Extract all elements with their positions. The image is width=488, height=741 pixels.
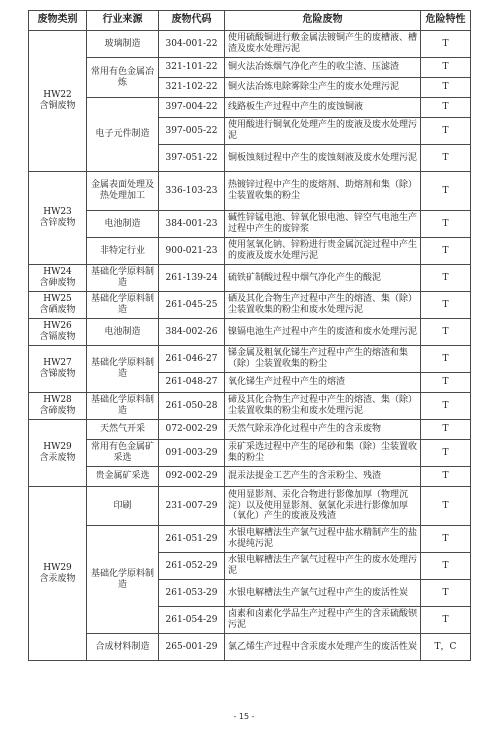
description-cell: 锑金属及粗氧化锑生产过程中产生的熔渣和集（除）尘装置收集的粉尘 <box>225 346 421 373</box>
industry-cell: 金属表面处理及热处理加工 <box>87 172 159 211</box>
description-cell: 卤素和卤素化学品生产过程中产生的含汞硫酸钡污泥 <box>225 607 421 634</box>
table-row <box>29 420 471 440</box>
characteristic-cell: T <box>421 78 471 98</box>
code-cell: 321-101-22 <box>159 58 225 78</box>
code-cell: 321-102-22 <box>159 78 225 98</box>
industry-cell: 玻璃制造 <box>87 31 159 58</box>
table-row <box>29 319 471 346</box>
category-cell: HW23 含锌废物 <box>29 172 87 265</box>
category-cell: HW29 含汞废物 <box>29 420 87 487</box>
industry-cell: 常用有色金属矿采选 <box>87 440 159 467</box>
description-cell: 使用酸进行铜氧化处理产生的废液及废水处理污泥 <box>225 118 421 145</box>
table-row <box>29 58 471 78</box>
description-cell: 水银电解槽法生产氯气过程中产生的废水处理污泥 <box>225 553 421 580</box>
table-row <box>29 393 471 420</box>
code-cell: 384-001-23 <box>159 211 225 238</box>
category-cell: HW26 含镉废物 <box>29 319 87 346</box>
code-cell: 397-051-22 <box>159 145 225 172</box>
characteristic-cell: T <box>421 319 471 346</box>
code-cell: 261-046-27 <box>159 346 225 373</box>
industry-cell: 合成材料制造 <box>87 634 159 661</box>
description-cell: 热镀锌过程中产生的废熔剂、助熔剂和集（除）尘装置收集的粉尘 <box>225 172 421 211</box>
table-row <box>29 346 471 373</box>
description-cell: 使用氢氧化钠、锌粉进行贵金属沉淀过程中产生的废液及废水处理污泥 <box>225 238 421 265</box>
industry-cell: 天然气开采 <box>87 420 159 440</box>
characteristic-cell: T <box>421 393 471 420</box>
table-row <box>29 467 471 487</box>
table-row <box>29 265 471 292</box>
table-header-row <box>29 11 471 31</box>
description-cell: 铜板蚀刻过程中产生的废蚀刻液及废水处理污泥 <box>225 145 421 172</box>
hazardous-waste-table <box>28 10 471 661</box>
description-cell: 碲及其化合物生产过程中产生的熔渣、集（除）尘装置收集的粉尘和废水处理污泥 <box>225 393 421 420</box>
characteristic-cell: T <box>421 373 471 393</box>
industry-cell: 电池制造 <box>87 211 159 238</box>
category-cell: HW22 含铜废物 <box>29 31 87 172</box>
characteristic-cell: T <box>421 98 471 118</box>
code-cell: 261-045-25 <box>159 292 225 319</box>
category-cell: HW25 含硒废物 <box>29 292 87 319</box>
characteristic-cell: T <box>421 526 471 553</box>
header-waste-code: 废物代码 <box>159 11 225 31</box>
industry-cell: 印刷 <box>87 487 159 526</box>
table-row <box>29 211 471 238</box>
category-cell: HW27 含锑废物 <box>29 346 87 393</box>
description-cell: 水银电解槽法生产氯气过程中盐水精制产生的盐水提纯污泥 <box>225 526 421 553</box>
code-cell: 261-051-29 <box>159 526 225 553</box>
header-waste-category: 废物类别 <box>29 11 87 31</box>
characteristic-cell: T <box>421 172 471 211</box>
industry-cell: 电子元件制造 <box>87 98 159 172</box>
code-cell: 261-050-28 <box>159 393 225 420</box>
header-industry-source: 行业来源 <box>87 11 159 31</box>
characteristic-cell: T <box>421 607 471 634</box>
code-cell: 072-002-29 <box>159 420 225 440</box>
description-cell: 硒及其化合物生产过程中产生的熔渣、集（除）尘装置收集的粉尘和废水处理污泥 <box>225 292 421 319</box>
description-cell: 氯乙烯生产过程中含汞废水处理产生的废活性炭 <box>225 634 421 661</box>
characteristic-cell: T <box>421 553 471 580</box>
description-cell: 水银电解槽法生产氯气过程中产生的废活性炭 <box>225 580 421 607</box>
code-cell: 397-004-22 <box>159 98 225 118</box>
table-row <box>29 292 471 319</box>
industry-cell: 基础化学原料制造 <box>87 393 159 420</box>
description-cell: 铜火法冶炼电除雾除尘产生的废水处理污泥 <box>225 78 421 98</box>
description-cell: 硫铁矿制酸过程中烟气净化产生的酸泥 <box>225 265 421 292</box>
characteristic-cell: T <box>421 238 471 265</box>
code-cell: 261-052-29 <box>159 553 225 580</box>
header-hazard-characteristic: 危险特性 <box>421 11 471 31</box>
industry-cell: 基础化学原料制造 <box>87 292 159 319</box>
category-cell: HW28 含碲废物 <box>29 393 87 420</box>
code-cell: 384-002-26 <box>159 319 225 346</box>
description-cell: 碱性锌锰电池、锌氧化银电池、锌空气电池生产过程中产生的废锌浆 <box>225 211 421 238</box>
characteristic-cell: T <box>421 31 471 58</box>
description-cell: 使用显影剂、汞化合物进行影像加厚（物理沉淀）以及使用显影剂、氨氯化汞进行影像加厚（氧化）产生的废液及残渣 <box>225 487 421 526</box>
industry-cell: 贵金属矿采选 <box>87 467 159 487</box>
table-row <box>29 238 471 265</box>
industry-cell: 基础化学原料制造 <box>87 346 159 393</box>
description-cell: 混汞法提金工艺产生的含汞粉尘、残渣 <box>225 467 421 487</box>
table-row <box>29 634 471 661</box>
code-cell: 900-021-23 <box>159 238 225 265</box>
table-row <box>29 526 471 553</box>
description-cell: 镍镉电池生产过程中产生的废渣和废水处理污泥 <box>225 319 421 346</box>
header-hazardous-waste: 危险废物 <box>225 11 421 31</box>
table-row <box>29 31 471 58</box>
table-row <box>29 440 471 467</box>
description-cell: 铜火法冶炼烟气净化产生的收尘渣、压滤渣 <box>225 58 421 78</box>
characteristic-cell: T <box>421 118 471 145</box>
table-row <box>29 172 471 211</box>
characteristic-cell: T <box>421 211 471 238</box>
code-cell: 261-048-27 <box>159 373 225 393</box>
table-row <box>29 487 471 526</box>
industry-cell: 电池制造 <box>87 319 159 346</box>
characteristic-cell: T <box>421 467 471 487</box>
code-cell: 091-003-29 <box>159 440 225 467</box>
characteristic-cell: T，C <box>421 634 471 661</box>
characteristic-cell: T <box>421 265 471 292</box>
code-cell: 336-103-23 <box>159 172 225 211</box>
characteristic-cell: T <box>421 145 471 172</box>
code-cell: 261-054-29 <box>159 607 225 634</box>
industry-cell: 常用有色金属冶炼 <box>87 58 159 98</box>
characteristic-cell: T <box>421 440 471 467</box>
code-cell: 092-002-29 <box>159 467 225 487</box>
characteristic-cell: T <box>421 346 471 373</box>
page-number: - 15 - <box>233 712 255 721</box>
characteristic-cell: T <box>421 292 471 319</box>
description-cell: 天然气除汞净化过程中产生的含汞废物 <box>225 420 421 440</box>
code-cell: 261-139-24 <box>159 265 225 292</box>
category-cell: HW29 含汞废物 <box>29 487 87 661</box>
description-cell: 线路板生产过程中产生的废蚀铜液 <box>225 98 421 118</box>
description-cell: 使用硫酸铜进行敷金属法镀铜产生的废槽液、槽渣及废水处理污泥 <box>225 31 421 58</box>
industry-cell: 非特定行业 <box>87 238 159 265</box>
table-row <box>29 98 471 118</box>
code-cell: 265-001-29 <box>159 634 225 661</box>
code-cell: 261-053-29 <box>159 580 225 607</box>
characteristic-cell: T <box>421 580 471 607</box>
industry-cell: 基础化学原料制造 <box>87 526 159 634</box>
category-cell: HW24 含砷废物 <box>29 265 87 292</box>
code-cell: 231-007-29 <box>159 487 225 526</box>
description-cell: 氧化锑生产过程中产生的熔渣 <box>225 373 421 393</box>
characteristic-cell: T <box>421 487 471 526</box>
industry-cell: 基础化学原料制造 <box>87 265 159 292</box>
code-cell: 304-001-22 <box>159 31 225 58</box>
description-cell: 汞矿采选过程中产生的尾砂和集（除）尘装置收集的粉尘 <box>225 440 421 467</box>
characteristic-cell: T <box>421 420 471 440</box>
characteristic-cell: T <box>421 58 471 78</box>
code-cell: 397-005-22 <box>159 118 225 145</box>
